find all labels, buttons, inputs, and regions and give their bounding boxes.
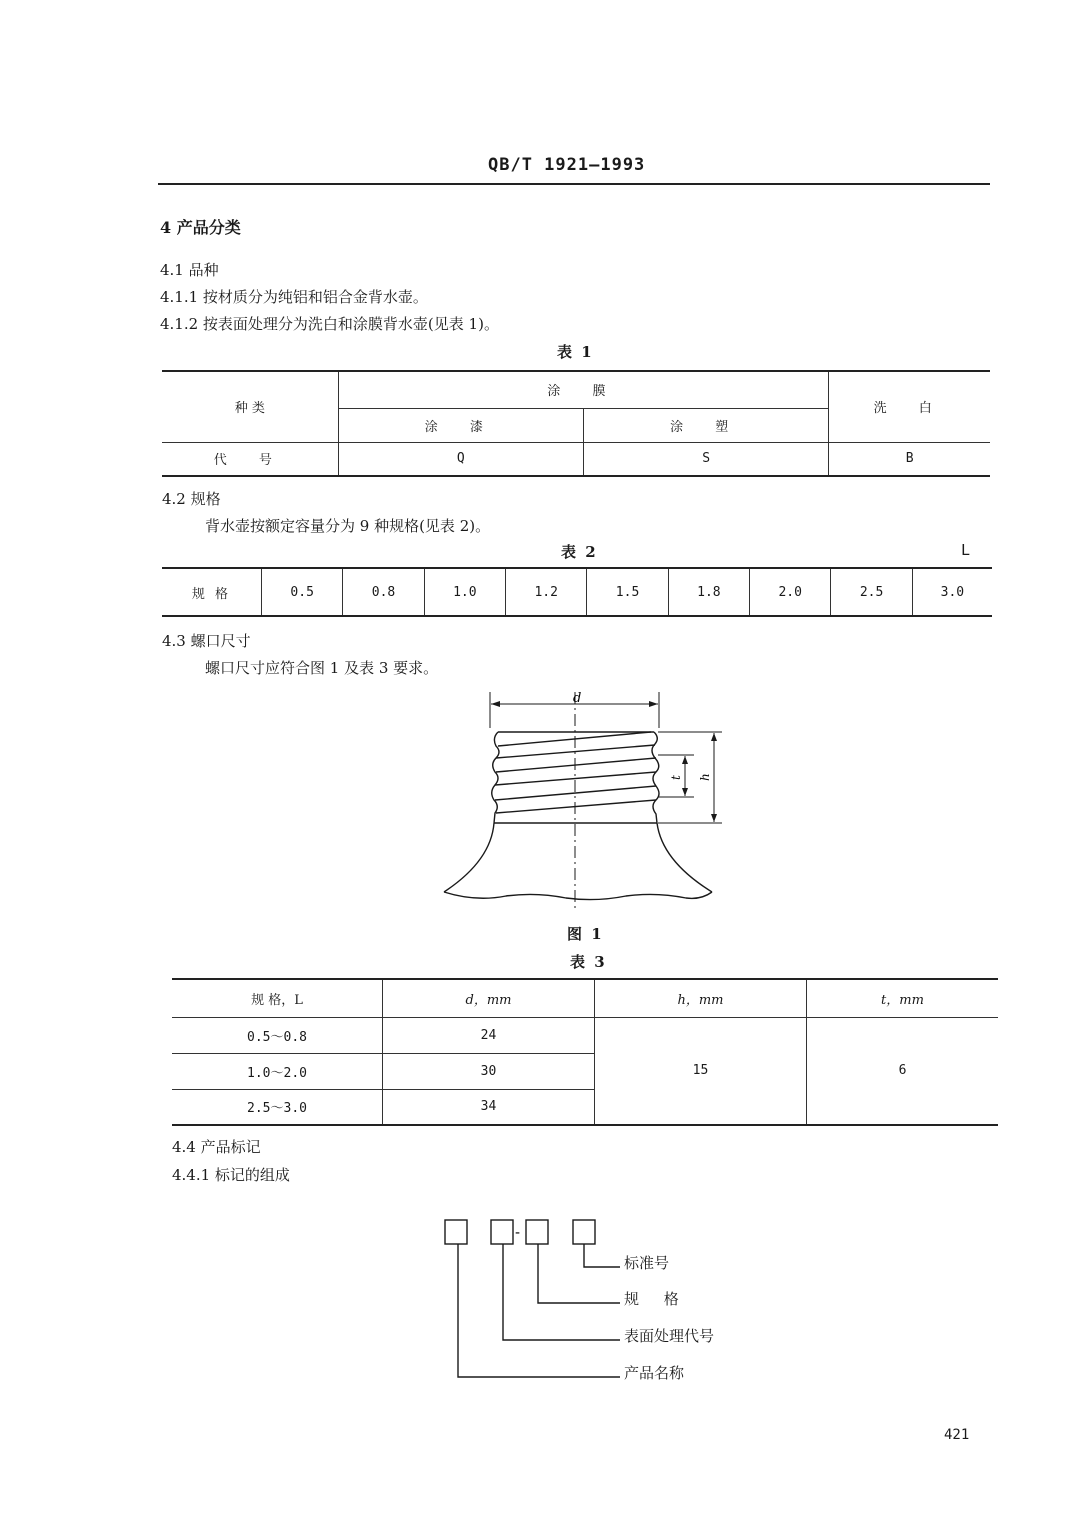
table-3-spec-cell: 2.5～3.0	[172, 1089, 383, 1125]
standard-number: QB/T 1921—1993	[488, 155, 646, 175]
section-4-3-text: 螺口尺寸应符合图 1 及表 3 要求。	[205, 659, 439, 677]
table-1-caption: 表 1	[557, 343, 594, 361]
figure-1-label-t: t	[669, 775, 683, 780]
table-1-code-cell: S	[583, 442, 828, 476]
table-3	[172, 978, 998, 1126]
table-2-value: 0.5	[262, 568, 343, 616]
table-1	[162, 370, 990, 477]
figure-1-label-h: h	[698, 773, 712, 781]
section-4-1-2-text: 4.1.2 按表面处理分为洗白和涂膜背水壶(见表 1)。	[160, 315, 499, 333]
table-3-header: t，mm	[881, 992, 924, 1008]
section-4-2-text: 背水壶按额定容量分为 9 种规格(见表 2)。	[205, 517, 491, 535]
table-1-wash-header: 洗 白	[873, 401, 946, 417]
section-4-1-heading: 4.1 品种	[160, 261, 219, 279]
marking-label-standard: 标准号	[624, 1254, 670, 1272]
figure-1-thread-diagram	[436, 686, 726, 912]
table-3-spec-cell: 1.0～2.0	[172, 1053, 383, 1089]
table-1-coating-header: 涂 膜	[338, 371, 829, 408]
table-2-value: 3.0	[940, 584, 965, 600]
table-3-spec-cell: 0.5～0.8	[172, 1017, 383, 1053]
table-3-d-cell: 34	[383, 1089, 595, 1125]
figure-1-label-d: d	[573, 691, 582, 706]
section-4-heading: 4 产品分类	[160, 218, 241, 237]
table-2-unit: L	[961, 541, 971, 559]
table-2-value: 0.8	[343, 568, 424, 616]
table-2-caption: 表 2	[561, 543, 598, 561]
header-rule	[158, 183, 990, 185]
table-1-kind-label: 种 类	[162, 371, 338, 442]
marking-box-name	[445, 1220, 467, 1244]
marking-label-name: 产品名称	[624, 1364, 685, 1382]
table-3-d-cell: 30	[383, 1053, 595, 1089]
section-4-1-1-text: 4.1.1 按材质分为纯铝和铝合金背水壶。	[160, 288, 428, 306]
section-4-3-heading: 4.3 螺口尺寸	[162, 632, 251, 650]
table-3-t-value: 6	[898, 1063, 907, 1079]
table-2-value: 1.0	[424, 568, 505, 616]
table-2-value: 1.5	[587, 568, 668, 616]
table-1-code-cell: B	[905, 451, 914, 467]
marking-label-surface: 表面处理代号	[624, 1327, 715, 1345]
table-2-value: 1.8	[668, 568, 749, 616]
table-3-h-value: 15	[595, 1017, 807, 1125]
marking-box-spec	[526, 1220, 548, 1244]
table-3-header: d，mm	[383, 979, 595, 1017]
section-4-4-heading: 4.4 产品标记	[172, 1138, 261, 1156]
table-2-value: 2.5	[831, 568, 912, 616]
marking-box-standard	[573, 1220, 595, 1244]
table-2-value: 1.2	[506, 568, 587, 616]
marking-label-spec: 规 格	[624, 1290, 689, 1308]
table-1-paint-header: 涂 漆	[338, 408, 583, 442]
marking-dash: -	[515, 1225, 521, 1241]
figure-1-caption: 图 1	[567, 925, 604, 943]
table-2-value: 2.0	[750, 568, 831, 616]
page-number: 421	[944, 1427, 970, 1443]
table-3-header: h，mm	[595, 979, 807, 1017]
marking-diagram	[440, 1212, 620, 1382]
table-2-row-label: 规 格	[162, 568, 262, 616]
table-1-code-cell: Q	[338, 442, 583, 476]
table-3-d-cell: 24	[383, 1017, 595, 1053]
table-2	[162, 567, 992, 617]
section-4-2-heading: 4.2 规格	[162, 490, 221, 508]
marking-box-surface	[491, 1220, 513, 1244]
section-4-4-1-heading: 4.4.1 标记的组成	[172, 1166, 290, 1184]
table-1-plastic-header: 涂 塑	[583, 408, 828, 442]
table-3-caption: 表 3	[570, 953, 607, 971]
table-1-code-label: 代 号	[162, 442, 338, 476]
table-3-header: 规 格，L	[172, 979, 383, 1017]
